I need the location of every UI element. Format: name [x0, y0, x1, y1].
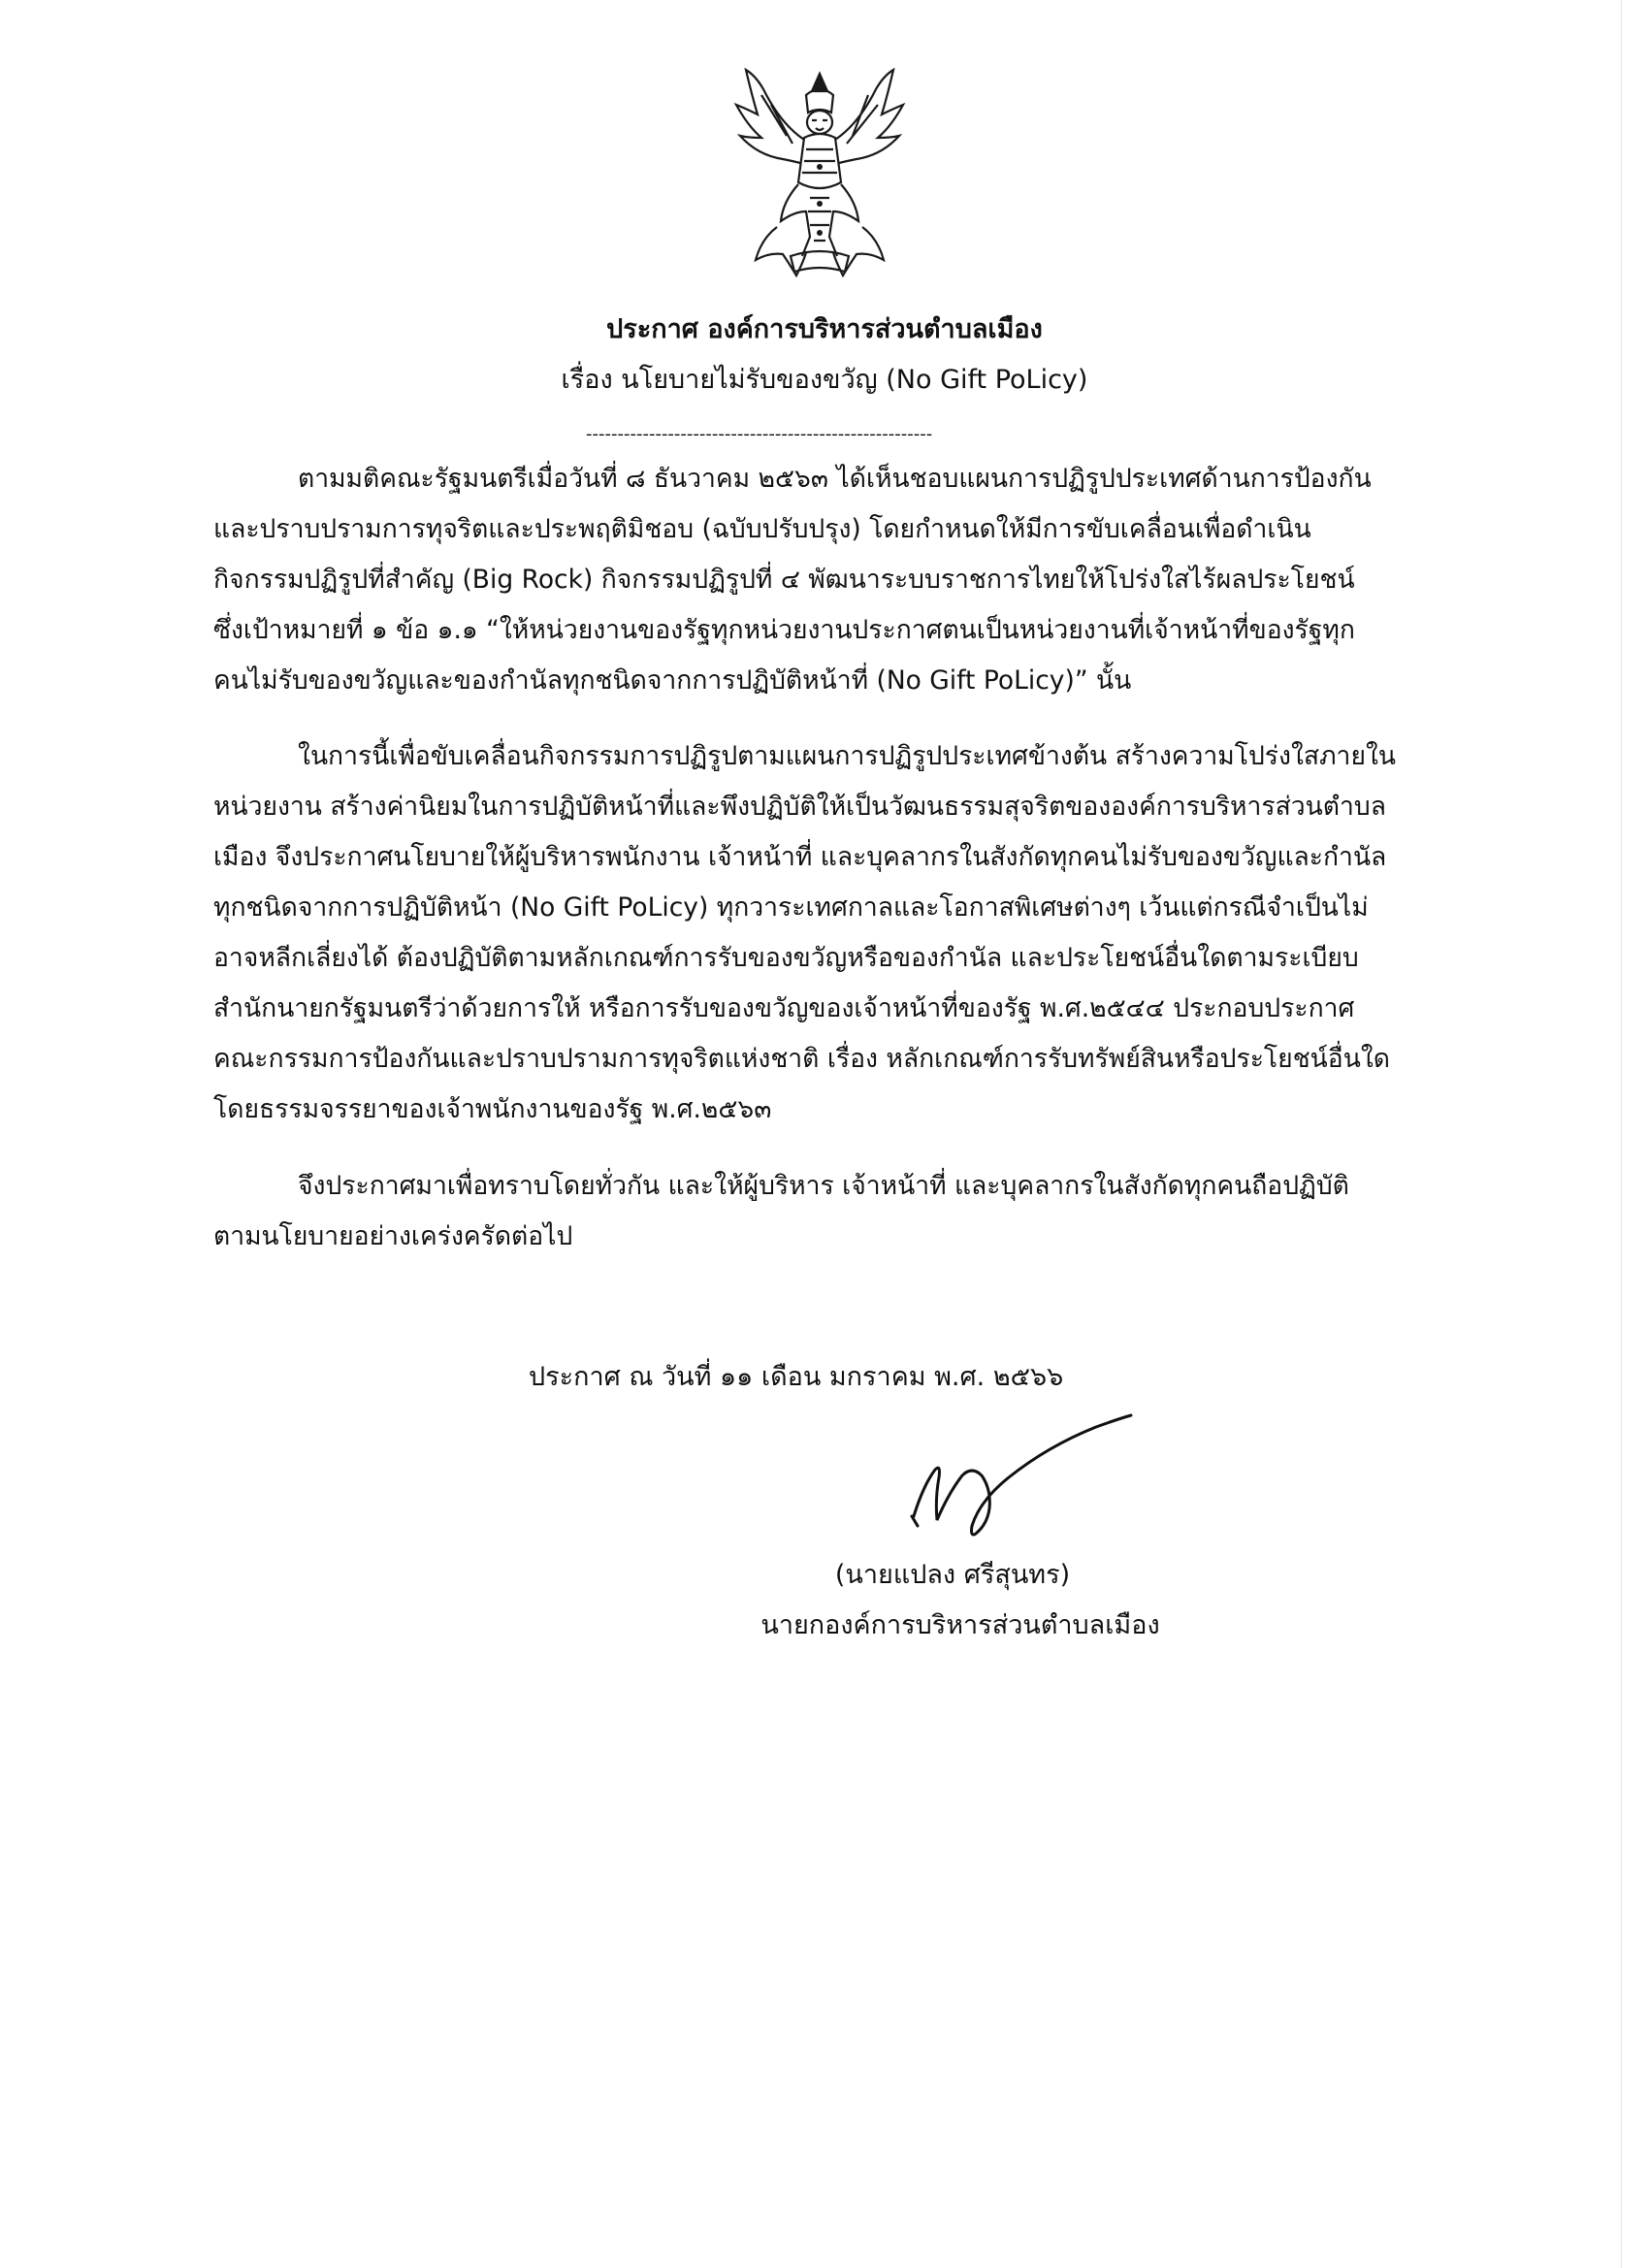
paragraph-line: คณะกรรมการป้องกันและปราบปรามการทุจริตแห่งชาติ เรื่อง หลักเกณฑ์การรับทรัพย์สินหรือประโยชน์อื่นใด	[213, 1044, 1390, 1074]
paragraph-line: โดยธรรมจรรยาของเจ้าพนักงานของรัฐ พ.ศ.๒๕๖๓	[213, 1094, 772, 1124]
title-rule: -------------------------------------------------------	[586, 425, 933, 444]
paragraph-line: ซึ่งเป้าหมายที่ ๑ ข้อ ๑.๑ “ให้หน่วยงานของรัฐทุกหน่วยงานประกาศตนเป็นหน่วยงานที่เจ้าหน้าที่ของรัฐทุก	[213, 615, 1355, 645]
garuda-emblem-icon	[723, 66, 917, 279]
body-paragraph-3	[213, 1161, 1460, 1262]
announcement-subject: เรื่อง นโยบายไม่รับของขวัญ (No Gift PoLicy)	[561, 365, 1088, 395]
paragraph-line: ทุกชนิดจากการปฏิบัติหน้า (No Gift PoLicy) ทุกวาระเทศกาลและโอกาสพิเศษต่างๆ เว้นแต่กรณีจำเป็นไม่	[213, 892, 1369, 923]
paragraph-line: จึงประกาศมาเพื่อทราบโดยทั่วกัน และให้ผู้บริหาร เจ้าหน้าที่ และบุคลากรในสังกัดทุกคนถือปฏิบัติ	[298, 1171, 1349, 1201]
paragraph-line: ในการนี้เพื่อขับเคลื่อนกิจกรรมการปฏิรูปตามแผนการปฏิรูปประเทศข้างต้น สร้างความโปร่งใสภายใน	[298, 741, 1397, 771]
paragraph-line: ตามนโยบายอย่างเคร่งครัดต่อไป	[213, 1221, 573, 1251]
signer-position: นายกองค์การบริหารส่วนตำบลเมือง	[760, 1610, 1160, 1640]
paragraph-line: สำนักนายกรัฐมนตรีว่าด้วยการให้ หรือการรับของขวัญของเจ้าหน้าที่ของรัฐ พ.ศ.๒๕๔๔ ประกอบประกาศ	[213, 993, 1355, 1023]
announcement-date: ประกาศ ณ วันที่ ๑๑ เดือน มกราคม พ.ศ. ๒๕๖๖	[529, 1362, 1064, 1392]
signer-name: (นายแปลง ศรีสุนทร)	[834, 1560, 1071, 1590]
paragraph-line: ตามมติคณะรัฐมนตรีเมื่อวันที่ ๘ ธันวาคม ๒๕๖๓ ได้เห็นชอบแผนการปฏิรูปประเทศด้านการป้องกัน	[298, 464, 1372, 494]
handwritten-signature	[902, 1411, 1140, 1547]
paragraph-line: คนไม่รับของขวัญและของกำนัลทุกชนิดจากการปฏิบัติหน้าที่ (No Gift PoLicy)” นั้น	[213, 665, 1132, 696]
body-paragraph-2	[213, 731, 1460, 1135]
paragraph-line: หน่วยงาน สร้างค่านิยมในการปฏิบัติหน้าที่และพึงปฏิบัติให้เป็นวัฒนธรรมสุจริตขององค์การบริหารส่วนตำบล	[213, 792, 1386, 822]
paragraph-line: เมือง จึงประกาศนโยบายให้ผู้บริหารพนักงาน เจ้าหน้าที่ และบุคลากรในสังกัดทุกคนไม่รับของขวัญและกำนัล	[213, 842, 1387, 872]
paragraph-line: กิจกรรมปฏิรูปที่สำคัญ (Big Rock) กิจกรรมปฏิรูปที่ ๔ พัฒนาระบบราชการไทยให้โปร่งใสไร้ผลประโยชน์	[213, 565, 1355, 595]
paragraph-line: อาจหลีกเลี่ยงได้ ต้องปฏิบัติตามหลักเกณฑ์การรับของขวัญหรือของกำนัล และประโยชน์อื่นใดตามระเบียบ	[213, 943, 1359, 973]
announcement-title: ประกาศ องค์การบริหารส่วนตำบลเมือง	[606, 314, 1043, 344]
body-paragraph-1	[213, 454, 1460, 706]
paragraph-line: และปราบปรามการทุจริตและประพฤติมิชอบ (ฉบับปรับปรุง) โดยกำหนดให้มีการขับเคลื่อนเพื่อดำเนิน	[213, 514, 1311, 544]
